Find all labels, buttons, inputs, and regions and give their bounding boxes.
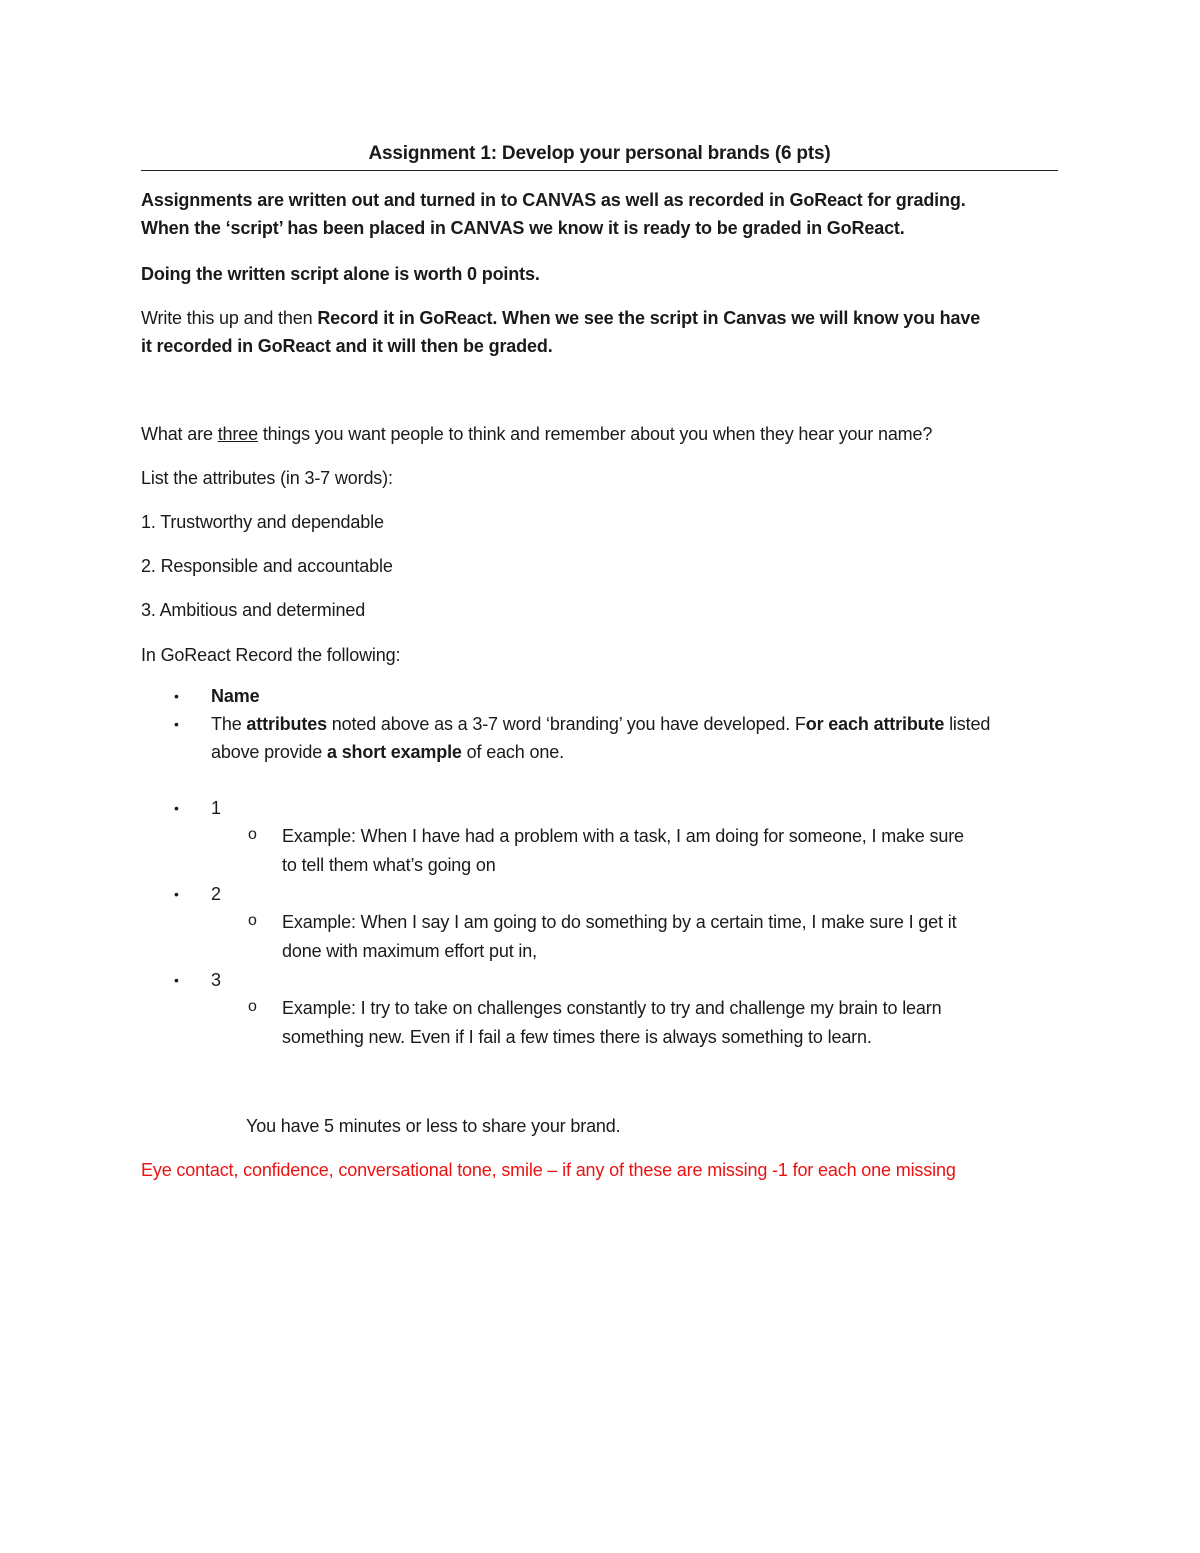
example-line: to tell them what’s going on: [282, 855, 496, 875]
bullet-icon: •: [174, 886, 179, 902]
bullet-icon: •: [174, 688, 179, 704]
example-line: Example: I try to take on challenges constantly to try and challenge my brain to learn: [282, 998, 942, 1018]
bullet-number: 2: [211, 884, 221, 904]
attributes-prompt: List the attributes (in 3-7 words):: [141, 468, 393, 488]
write-bold: Record it in GoReact. When we see the script in Canvas we will know you have: [317, 308, 981, 328]
question-underlined: three: [217, 424, 258, 444]
bullet-icon: •: [174, 972, 179, 988]
bullet-name: Name: [211, 686, 260, 706]
text-run: listed: [944, 714, 991, 734]
document-title: Assignment 1: Develop your personal brands (6 pts): [368, 143, 831, 164]
intro-line-1: Assignments are written out and turned in to CANVAS as well as recorded in GoReact for grading.: [141, 190, 966, 210]
bullet-attributes-line-1: [211, 714, 990, 735]
write-instruction-line-2: it recorded in GoReact and it will then be graded.: [141, 336, 553, 356]
penalty-note: Eye contact, confidence, conversational tone, smile – if any of these are missing -1 for each one missing: [141, 1160, 956, 1180]
sub-bullet-icon: o: [248, 826, 257, 843]
example-line: Example: When I say I am going to do something by a certain time, I make sure I get it: [282, 912, 957, 932]
bullet-attributes-line-2: [211, 742, 564, 763]
write-prefix: Write this up and then: [141, 308, 318, 328]
attribute-item: 1. Trustworthy and dependable: [141, 512, 384, 532]
time-note: You have 5 minutes or less to share your brand.: [246, 1116, 621, 1136]
example-line: done with maximum effort put in,: [282, 941, 537, 961]
write-instruction-line-1: [141, 308, 980, 329]
bullet-icon: •: [174, 800, 179, 816]
worth-note: Doing the written script alone is worth 0 points.: [141, 264, 540, 284]
bullet-number: 3: [211, 970, 221, 990]
question-prefix: What are: [141, 424, 218, 444]
example-line: something new. Even if I fail a few times there is always something to learn.: [282, 1027, 872, 1047]
intro-line-2: When the ‘script’ has been placed in CANVAS we know it is ready to be graded in GoReact.: [141, 218, 905, 238]
bullet-icon: •: [174, 716, 179, 732]
question-suffix: things you want people to think and remember about you when they hear your name?: [257, 424, 933, 444]
text-run-bold: attributes: [246, 714, 327, 734]
text-run: above provide: [211, 742, 327, 762]
text-run: of each one.: [461, 742, 564, 762]
text-run: noted above as a 3-7 word ‘branding’ you have developed. F: [326, 714, 806, 734]
question-line: [141, 424, 932, 445]
text-run-bold: or each attribute: [805, 714, 945, 734]
attribute-item: 2. Responsible and accountable: [141, 556, 393, 576]
text-run-bold: a short example: [326, 742, 462, 762]
bullet-number: 1: [211, 798, 221, 818]
sub-bullet-icon: o: [248, 998, 257, 1015]
text-run: The: [211, 714, 247, 734]
sub-bullet-icon: o: [248, 912, 257, 929]
example-line: Example: When I have had a problem with a task, I am doing for someone, I make sure: [282, 826, 964, 846]
attribute-item: 3. Ambitious and determined: [141, 600, 366, 620]
title-divider: [141, 170, 1058, 171]
record-prompt: In GoReact Record the following:: [141, 645, 401, 665]
